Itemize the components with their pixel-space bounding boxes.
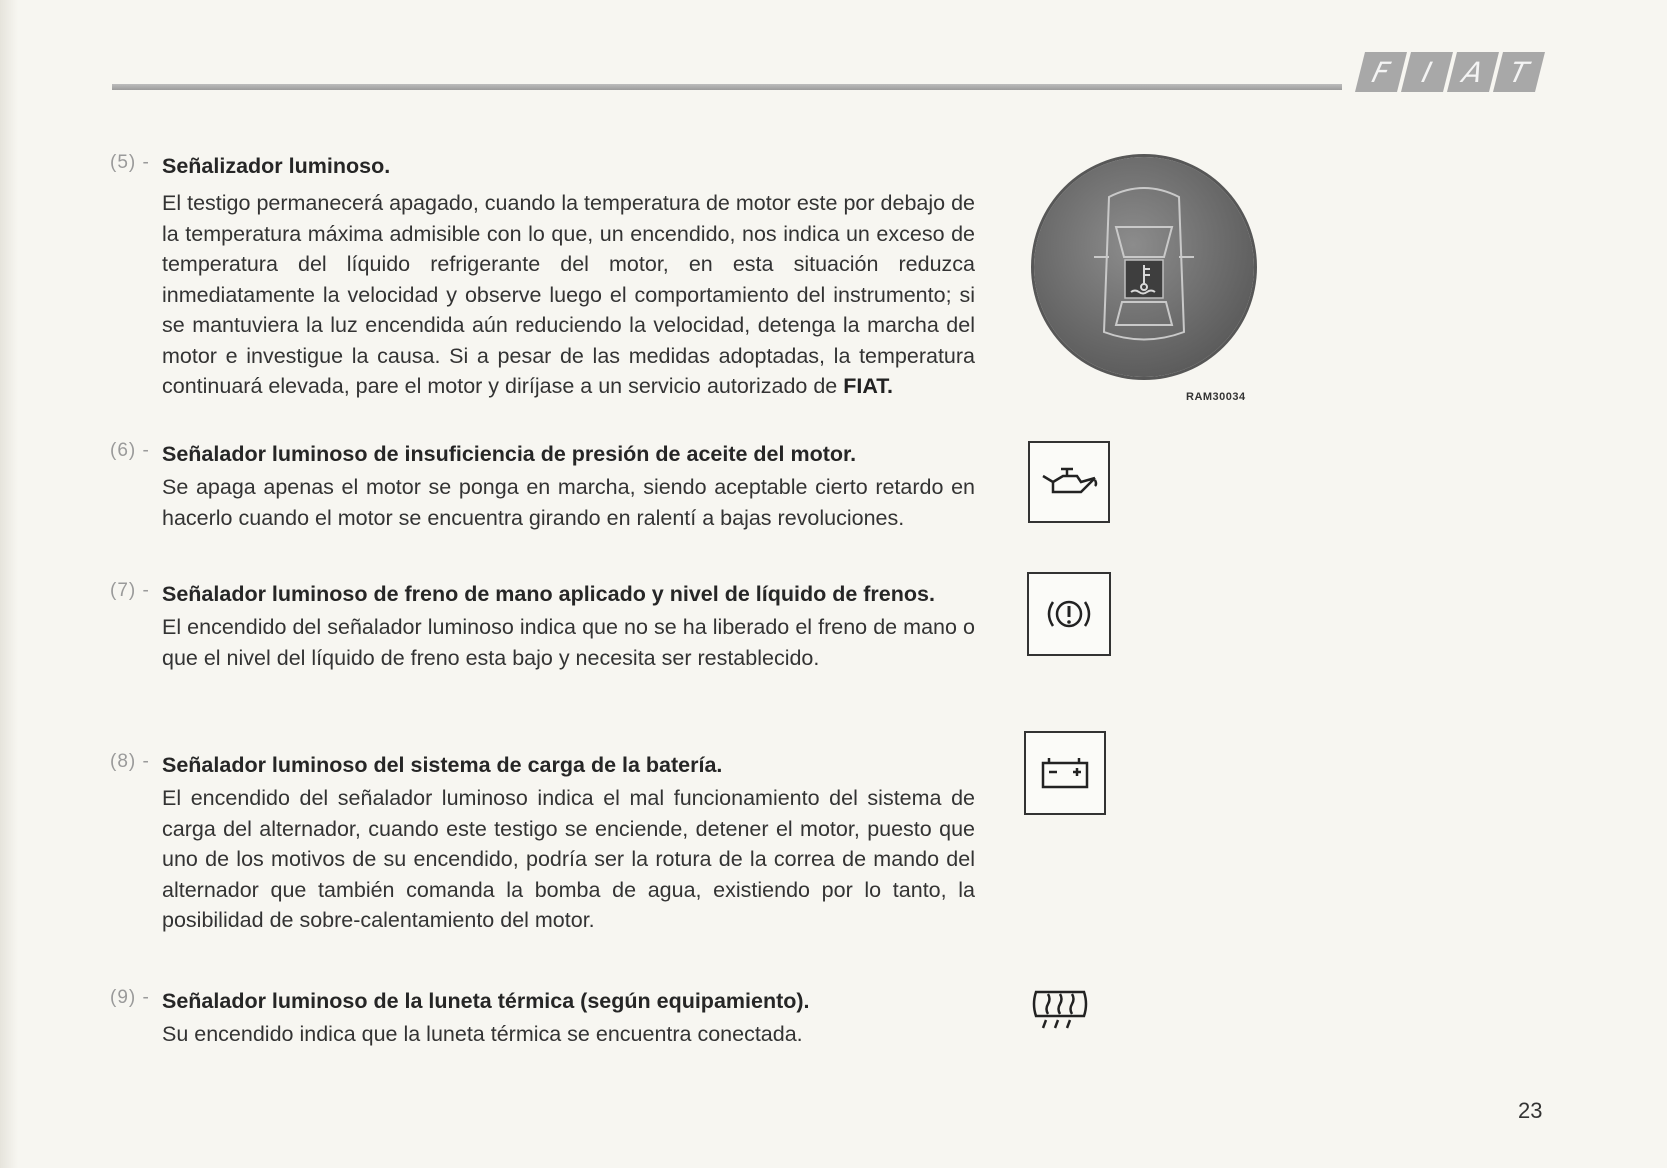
section-title: Señalizador luminoso. [162,154,391,178]
section-title: Señalador luminoso del sistema de carga de la batería. [162,753,723,777]
section-number: (6) - [110,440,150,461]
section-number: (5) - [110,152,150,173]
oil-pressure-icon [1028,441,1110,523]
section-body: El encendido del señalador luminoso indica que no se ha liberado el freno de mano o que el nivel del líquido de freno esta bajo y necesita ser restablecido. [162,615,975,670]
car-coolant-temperature-icon [1034,157,1254,377]
section-9 [110,987,990,1050]
header-rule [112,84,1342,90]
section-title: Señalador luminoso de freno de mano aplicado y nivel de líquido de frenos. [162,582,935,606]
section-8 [110,751,990,936]
logo-letter: T [1493,52,1545,92]
section-body: Se apaga apenas el motor se ponga en marcha, siendo aceptable cierto retardo en hacerlo cuando el motor se encuentra girando en ralentí a bajas revoluciones. [162,475,975,530]
logo-letter: F [1355,52,1407,92]
section-number: (7) - [110,580,150,601]
page-shade [0,0,18,1168]
section-7 [110,580,990,673]
logo-letter: I [1401,52,1453,92]
section-body: Su encendido indica que la luneta térmica se encuentra conectada. [162,1022,803,1046]
page-number: 23 [1518,1098,1543,1123]
section-title: Señalador luminoso de insuficiencia de presión de aceite del motor. [162,442,857,466]
section-body: El encendido del señalador luminoso indica el mal funcionamiento del sistema de carga del alternador, cuando este testigo se enciende, detener el motor, puesto que uno de los motivos de su encendido, podría ser la rotura de la correa de mando del alternador que también comanda la bomba de agua, existiendo por lo tanto, la posibilidad de sobre-calentamiento del motor. [162,786,975,932]
brand-name: FIAT. [843,374,893,398]
section-body-text: El testigo permanecerá apagado, cuando la temperatura de motor este por debajo de la temperatura máxima admisible con lo que, un encendido, nos indica un exceso de temperatura del líquido refrigerante del motor, en esta situación reduzca inmediatamente la velocidad y observe luego el comportamiento del instrumento; si se mantuviera la luz encendida aún reduciendo la velocidad, detenga la marcha del motor e investigue la causa. Si a pesar de las medidas adoptadas, la temperatura continuará elevada, pare el motor y diríjase a un servicio autorizado de [162,191,975,398]
section-body [162,188,975,402]
battery-icon [1024,731,1106,815]
section-title: Señalador luminoso de la luneta térmica (según equipamiento). [162,989,810,1013]
section-number: (8) - [110,751,150,772]
brake-warning-icon [1027,572,1111,656]
figure-caption: RAM30034 [1186,391,1246,403]
logo-letter: A [1447,52,1499,92]
section-5 [110,152,990,402]
rear-window-defrost-icon [1028,986,1092,1034]
section-number: (9) - [110,987,150,1008]
section-6 [110,440,990,533]
fiat-logo [1360,52,1540,92]
